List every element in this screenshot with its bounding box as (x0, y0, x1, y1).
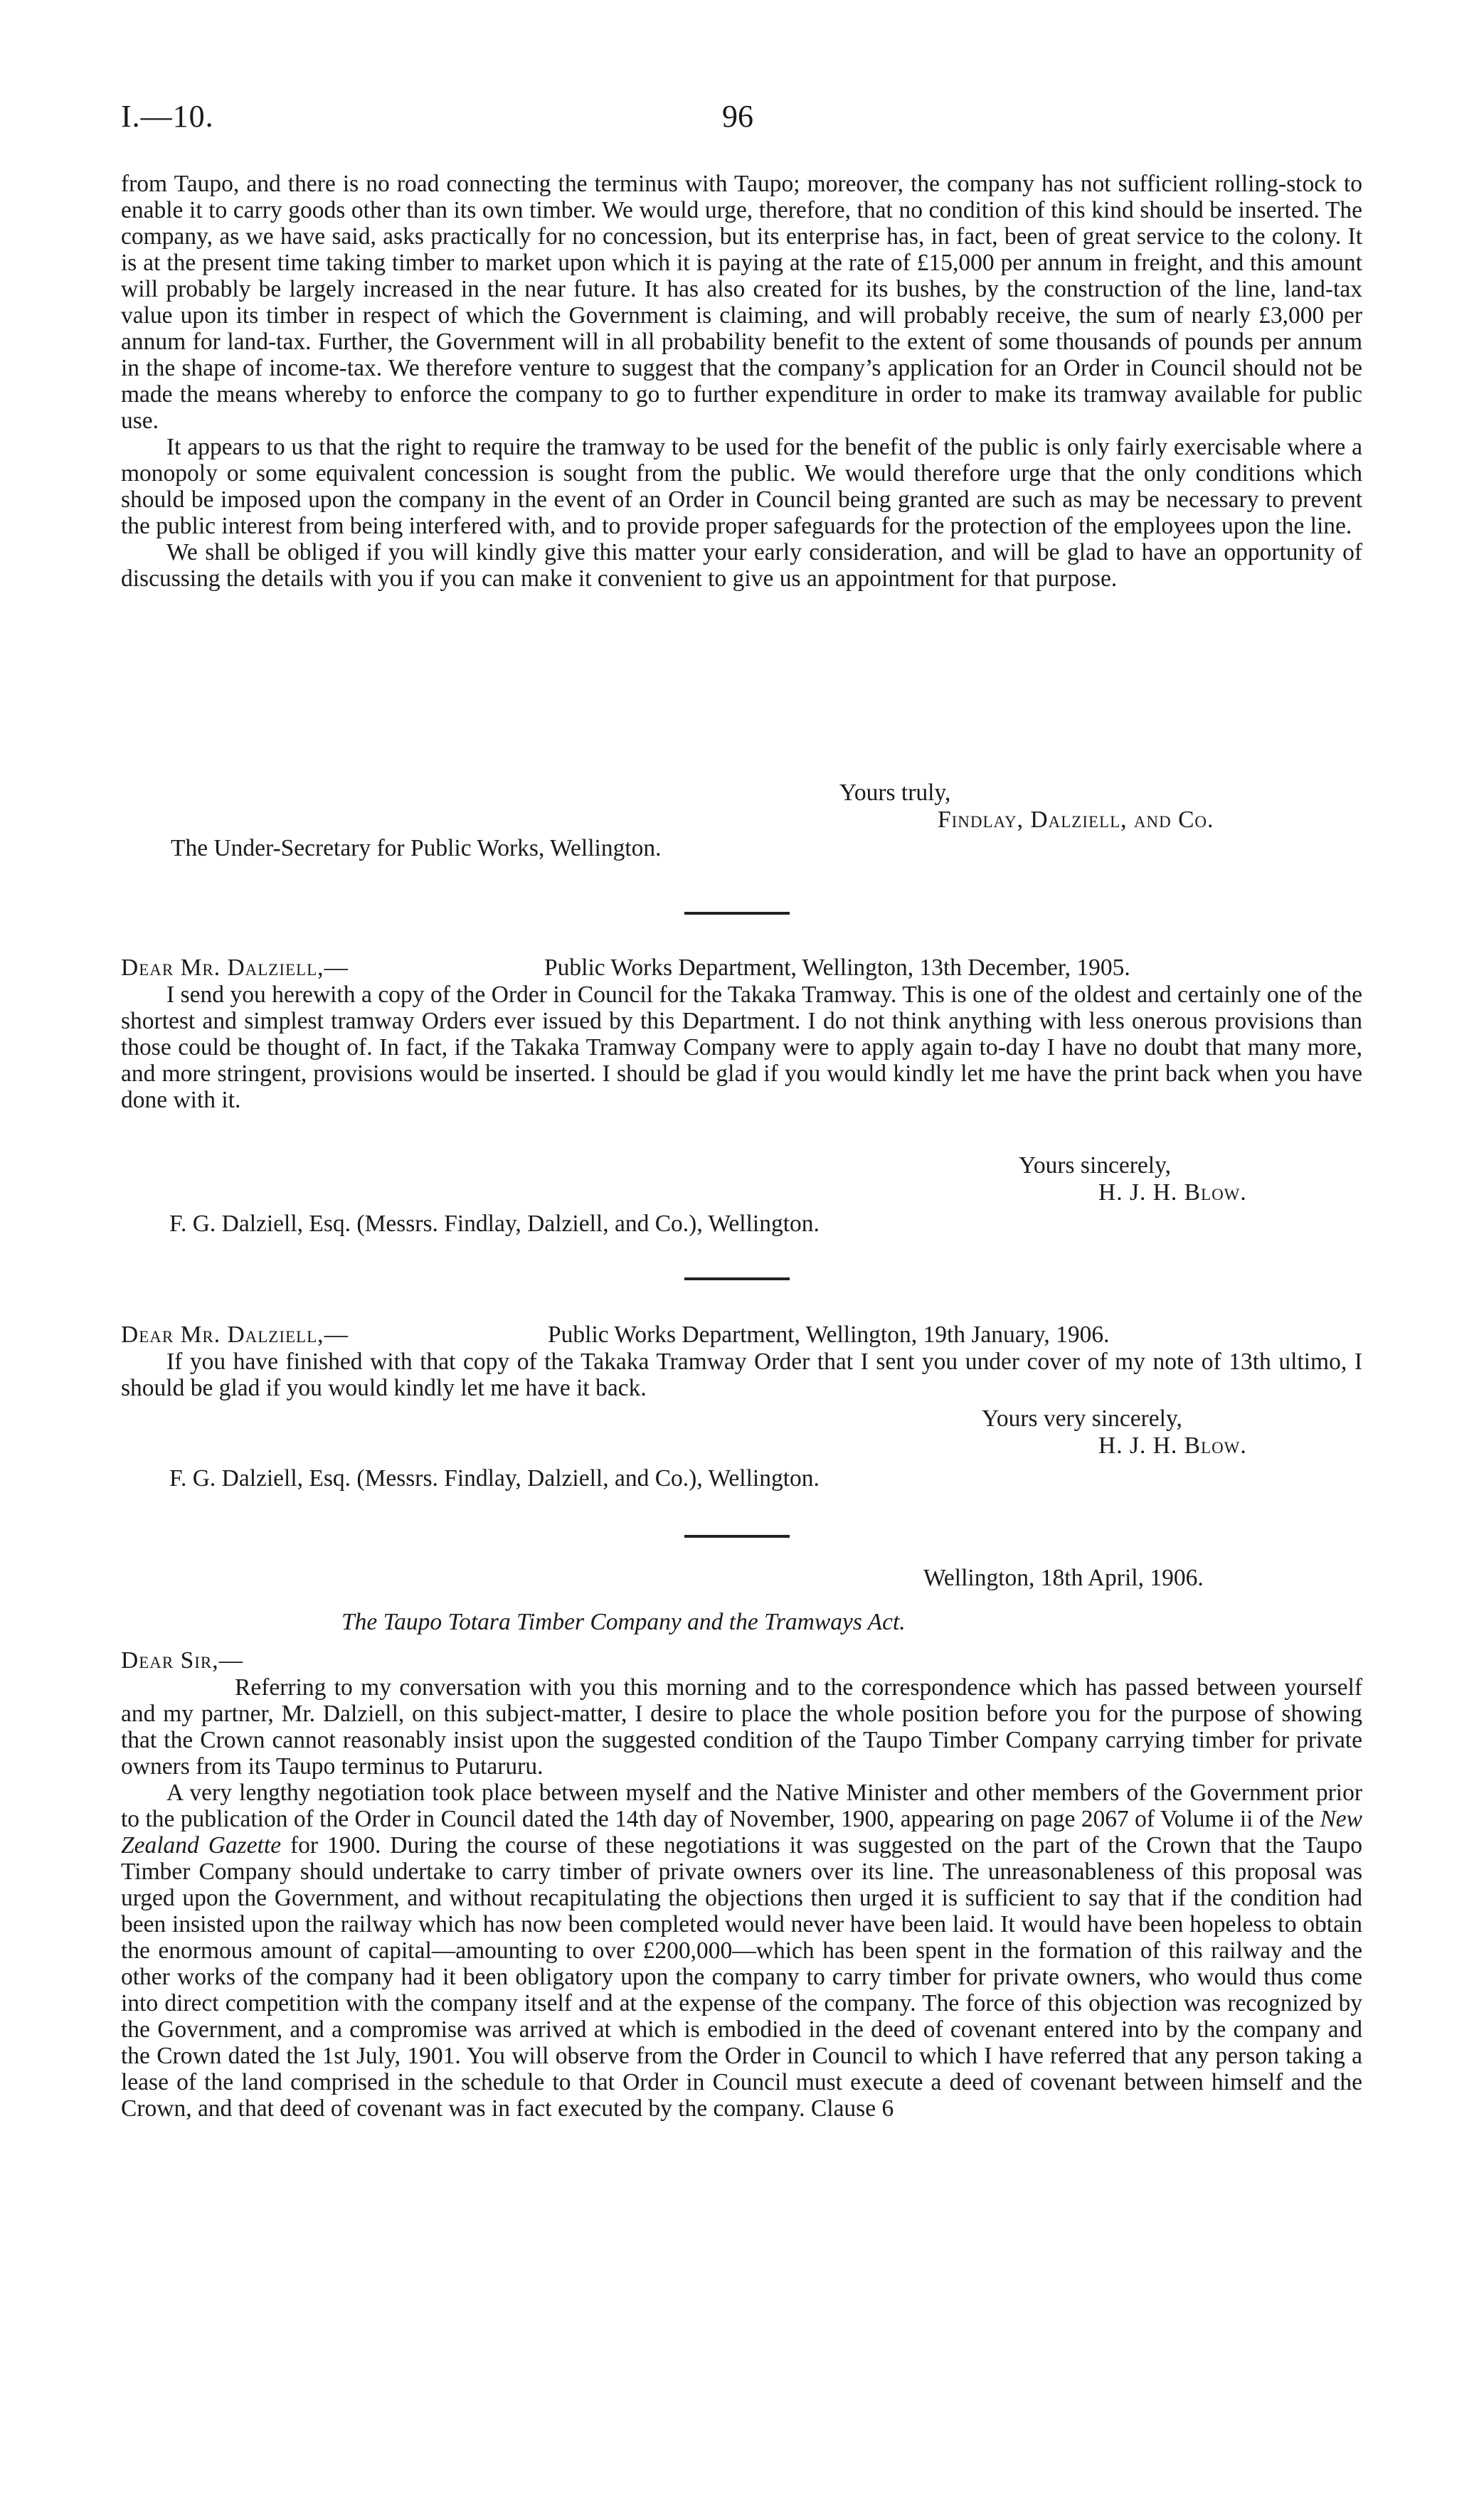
letter3-dateline: Public Works Department, Wellington, 19th January, 1906. (548, 1322, 1110, 1348)
letter3-addressee: F. G. Dalziell, Esq. (Messrs. Findlay, Dalziell, and Co.), Wellington. (169, 1465, 820, 1492)
letter2-salutation: Dear Mr. Dalziell,— (121, 955, 349, 981)
letter1-signature: Findlay, Dalziell, and Co. (938, 807, 1214, 833)
letter3-body (121, 1349, 1362, 1401)
letter1-paragraph-3: We shall be obliged if you will kindly give this matter your early consideration, and will be glad to have an opportunity of discussing the details with you if you can make it convenient to give us an appointment for that purpose. (121, 539, 1362, 592)
letter3-salutation: Dear Mr. Dalziell,— (121, 1322, 349, 1348)
letter2-addressee: F. G. Dalziell, Esq. (Messrs. Findlay, Dalziell, and Co.), Wellington. (169, 1211, 820, 1237)
section-divider (684, 1277, 790, 1280)
letter4-salutation: Dear Sir,— (121, 1647, 244, 1674)
letter1-body (121, 171, 1362, 592)
letter2-paragraph: I send you herewith a copy of the Order in Council for the Takaka Tramway. This is one of the oldest and certainly one of the shortest and simplest tramway Orders ever issued by this Department. I do not think anything with less onerous provisions than those could be thought of. In fact, if the Takaka Tramway Company were to apply again to-day I have no doubt that many more, and more stringent, provisions would be inserted. I should be glad if you would kindly let me have the print back when you have done with it. (121, 982, 1362, 1113)
letter2-body (121, 982, 1362, 1113)
letter3-signature: H. J. H. Blow. (1098, 1432, 1247, 1459)
letter4-dateline: Wellington, 18th April, 1906. (923, 1565, 1204, 1591)
letter1-paragraph-1: from Taupo, and there is no road connecting the terminus with Taupo; moreover, the company has not sufficient rolling-stock to enable it to carry goods other than its own timber. We would urge, therefore, that no condition of this kind should be inserted. The company, as we have said, asks practically for no concession, but its enterprise has, in fact, been of great service to the colony. It is at the present time taking timber to market upon which it is paying at the rate of £15,000 per annum in freight, and this amount will probably be largely increased in the near future. It has also created for its bushes, by the construction of the line, land-tax value upon its timber in respect of which the Government is claiming, and will probably receive, the sum of nearly £3,000 per annum for land-tax. Further, the Government will in all probability benefit to the extent of some thousands of pounds per annum in the shape of income-tax. We therefore venture to suggest that the company’s application for an Order in Council should not be made the means whereby to enforce the company to go to further expenditure in order to make its tramway available for public use. (121, 171, 1362, 434)
letter1-paragraph-2: It appears to us that the right to require the tramway to be used for the benefit of the public is only fairly exercisable where a monopoly or some equivalent concession is sought from the public. We would therefore urge that the only conditions which should be imposed upon the company in the event of an Order in Council being granted are such as may be necessary to prevent the public interest from being interfered with, and to provide proper safeguards for the protection of the employees upon the line. (121, 434, 1362, 539)
page-number: 96 (722, 99, 753, 134)
section-divider (684, 1535, 790, 1538)
letter4-subject: The Taupo Totara Timber Company and the Tramways Act. (341, 1609, 906, 1635)
letter1-addressee: The Under-Secretary for Public Works, Wellington. (171, 835, 662, 861)
letter3-paragraph: If you have finished with that copy of the Takaka Tramway Order that I sent you under cover of my note of 13th ultimo, I should be glad if you would kindly let me have it back. (121, 1349, 1362, 1401)
letter2-signature: H. J. H. Blow. (1098, 1179, 1247, 1206)
letter3-closing: Yours very sincerely, (982, 1405, 1182, 1432)
letter4-paragraph-2-part-a: A very lengthy negotiation took place between myself and the Native Minister and other members of the Government prior to the publication of the Order in Council dated the 14th day of November, 1900, appearing on page 2067 of Volume ii of the (121, 1780, 1362, 1832)
letter1-closing: Yours truly, (839, 780, 951, 806)
letter4-paragraph-2-part-b: for 1900. During the course of these negotiations it was suggested on the part of the Crown that the Taupo Timber Company should undertake to carry timber of private owners over its line. The unreasonableness of this proposal was urged upon the Government, and without recapitulating the objections then urged it is sufficient to say that if the condition had been insisted upon the railway which has now been completed would never have been laid. It would have been hopeless to obtain the enormous amount of capital—amounting to over £200,000—which has been spent in the formation of this railway and the other works of the company had it been obligatory upon the company to carry timber for private owners, who would thus come into direct competition with the company itself and at the expense of the company. The force of this objection was recognized by the Government, and a compromise was arrived at which is embodied in the deed of covenant entered into by the company and the Crown dated the 1st July, 1901. You will observe from the Order in Council to which I have referred that any person taking a lease of the land comprised in the schedule to that Order in Council must execute a deed of covenant between himself and the Crown, and that deed of covenant was in fact executed by the company. Clause 6 (121, 1832, 1363, 2122)
section-divider (684, 912, 790, 915)
letter2-dateline: Public Works Department, Wellington, 13th December, 1905. (544, 955, 1130, 981)
letter2-closing: Yours sincerely, (1019, 1152, 1172, 1179)
gazette-title: New Zealand Gazette (121, 1806, 1362, 1859)
document-reference: I.—10. (121, 99, 214, 134)
letter4-body (121, 1674, 1362, 2122)
letter4-paragraph-2 (121, 1780, 1362, 2122)
letter4-paragraph-1: Referring to my conversation with you this morning and to the correspondence which has passed between yourself and my partner, Mr. Dalziell, on this subject-matter, I desire to place the whole position before you for the purpose of showing that the Crown cannot reasonably insist upon the suggested condition of the Taupo Timber Company carrying timber for private owners from its Taupo terminus to Putaruru. (121, 1674, 1362, 1780)
